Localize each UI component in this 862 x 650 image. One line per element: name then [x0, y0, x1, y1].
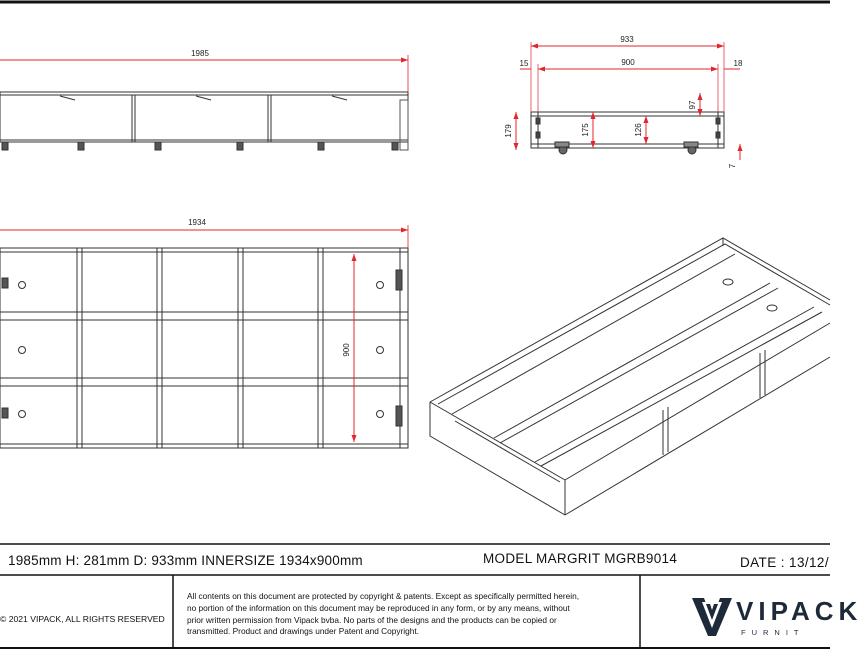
- front-view: [0, 92, 408, 150]
- dim-height-126: 126: [634, 123, 643, 137]
- model-name: MODEL MARGRIT MGRB9014: [483, 551, 678, 566]
- copyright-notice: © 2021 VIPACK, ALL RIGHTS RESERVED: [0, 614, 165, 624]
- dim-height-7: 7: [728, 163, 737, 169]
- dim-base-length-label: 1934: [188, 218, 206, 227]
- dim-height-179: 179: [504, 124, 513, 138]
- vipack-logo-icon: [692, 598, 732, 636]
- dimensions-summary: 1985mm H: 281mm D: 933mm INNERSIZE 1934x900mm: [8, 553, 363, 568]
- dim-height-175: 175: [581, 123, 590, 137]
- date-label: DATE : 13/12/: [740, 555, 829, 570]
- side-view: [531, 112, 724, 154]
- dim-base-width-label: 900: [342, 343, 351, 357]
- dim-inner-900: 900: [621, 58, 635, 67]
- disclaimer-line: no portion of the information on this document may be reproduced in any form, or by any means, without: [187, 602, 570, 613]
- disclaimer-line: prior written permission from Vipack bvba. No parts of the designs and the products can be copied or: [187, 614, 557, 625]
- dim-width-933: 933: [620, 35, 634, 44]
- logo-tagline: FURNIT: [741, 628, 805, 637]
- disclaimer-line: All contents on this document are protected by copyright & patents. Except as specifically permitted herein,: [187, 591, 580, 601]
- disclaimer-line: transmitted. Product and drawings under Patent and Copyright.: [187, 626, 419, 637]
- dim-top-length: [0, 49, 408, 92]
- disclaimer: [187, 591, 627, 638]
- dim-inset-15: 15: [519, 59, 529, 68]
- isometric-view: [430, 238, 830, 515]
- logo-wordmark: VIPACK: [736, 596, 862, 626]
- dim-height-97: 97: [688, 100, 697, 110]
- dim-top-length-label: 1985: [191, 49, 209, 58]
- dim-base-length: [0, 218, 408, 250]
- dim-base-width: [342, 254, 357, 442]
- dim-inset-18: 18: [733, 59, 743, 68]
